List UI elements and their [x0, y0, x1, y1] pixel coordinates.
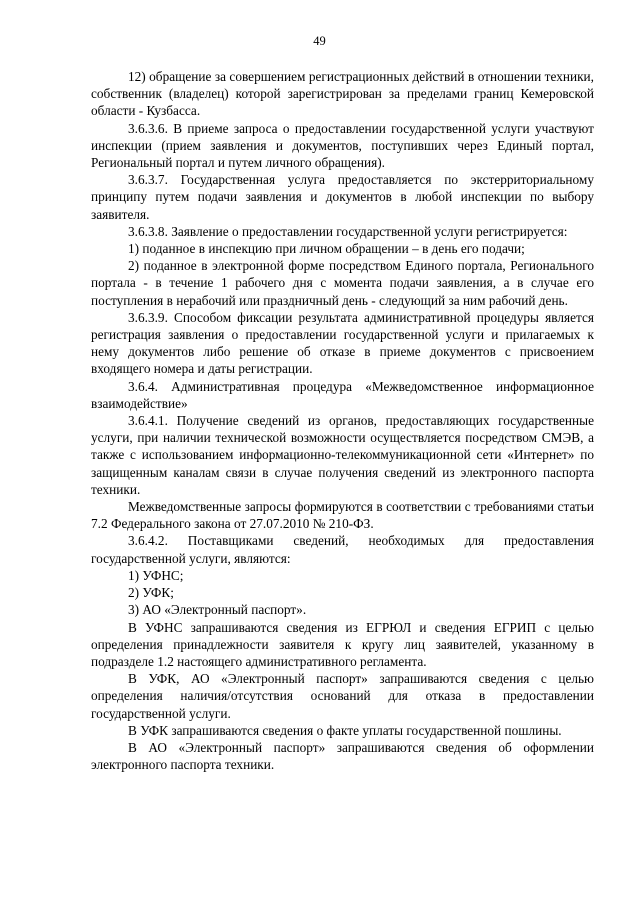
provider-item-1: 1) УФНС;	[128, 567, 184, 583]
paragraph-3-6-3-8: 3.6.3.8. Заявление о предоставлении государственной услуги регистрируется:	[128, 223, 568, 239]
list-item-2: 2) поданное в электронной форме посредством Единого портала, Регионального портала - в течение 1 рабочего дня с момента подачи заявления, а в случае его поступления в нерабочий или праздничный день - следующий за ним рабочий день.	[91, 258, 594, 308]
paragraph-ufk-passport-requests: В УФК, АО «Электронный паспорт» запрашиваются сведения с целью определения наличия/отсутствия оснований для отказа в предоставлении государственной услуги.	[91, 671, 594, 721]
paragraph-3-6-3-7: 3.6.3.7. Государственная услуга предоставляется по экстерриториальному принципу путем подачи заявления и документов в любой инспекции по выбору заявителя.	[91, 172, 594, 222]
paragraph-ufk-duty-requests: В УФК запрашиваются сведения о факте уплаты государственной пошлины.	[128, 722, 562, 738]
paragraph-3-6-4-2: 3.6.4.2. Поставщиками сведений, необходимых для предоставления государственной услуги, являются:	[91, 533, 594, 566]
section-heading-3-6-4: 3.6.4. Административная процедура «Межведомственное информационное взаимодействие»	[91, 378, 594, 411]
paragraph-3-6-3-6: 3.6.3.6. В приеме запроса о предоставлении государственной услуги участвуют инспекции (прием заявления и документов, поступивших через Единый портал, Региональный портал и путем личного обращения).	[91, 120, 594, 171]
page-number: 49	[313, 34, 326, 48]
paragraph-passport-requests: В АО «Электронный паспорт» запрашиваются сведения об оформлении электронного паспорта техники.	[91, 739, 594, 773]
paragraph-interagency-requests: Межведомственные запросы формируются в соответствии с требованиями статьи 7.2 Федерального закона от 27.07.2010 № 210-ФЗ.	[91, 499, 594, 532]
paragraph-3-6-3-9: 3.6.3.9. Способом фиксации результата административной процедуры является регистрация заявления о предоставлении государственной услуги и прилагаемых к нему документов либо решение об отказе в приеме документов с присвоением входящего номера и даты регистрации.	[91, 309, 594, 377]
document-body	[91, 68, 594, 773]
provider-item-3: 3) АО «Электронный паспорт».	[128, 602, 307, 618]
paragraph-item-12: 12) обращение за совершением регистрационных действий в отношении техники, собственник (владелец) которой зарегистрирован за пределами границ Кемеровской области - Кузбасса.	[91, 69, 594, 119]
provider-item-2: 2) УФК;	[128, 585, 174, 601]
paragraph-3-6-4-1: 3.6.4.1. Получение сведений из органов, предоставляющих государственные услуги, при наличии технической возможности осуществляется посредством СМЭВ, а также с использованием информационно-телекоммуникационной сети «Интернет» по защищенным каналам связи в случае получения сведений из электронного паспорта техники.	[91, 413, 594, 497]
paragraph-ufns-requests: В УФНС запрашиваются сведения из ЕГРЮЛ и сведения ЕГРИП с целью определения принадлежности заявителя к кругу лиц заявителей, указанному в подразделе 1.2 настоящего административного регламента.	[91, 619, 594, 669]
list-item-1: 1) поданное в инспекцию при личном обращении – в день его подачи;	[128, 241, 525, 257]
